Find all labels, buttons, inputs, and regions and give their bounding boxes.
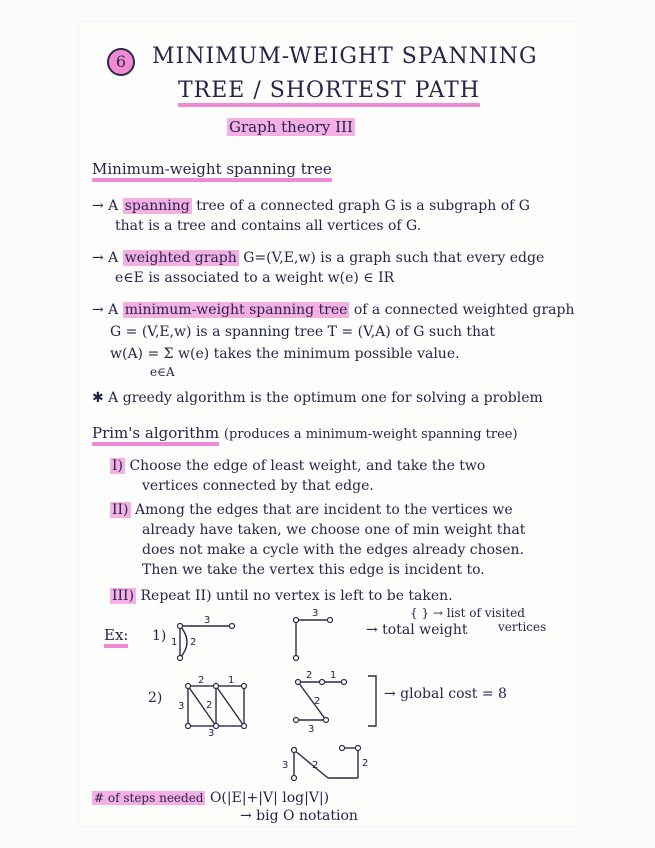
complexity-formula: O(|E|+|V| log|V|) [209,790,330,806]
weight-label: 3 [312,608,319,619]
example-1-number: 1) [152,628,167,644]
section-heading-wrap [92,160,332,178]
example-1-graph [170,614,260,664]
prim-step-2-line2: already have taken, we choose one of min weight that [142,522,526,538]
weight-label: 3 [208,728,215,739]
weight-label: 1 [330,670,337,681]
step-number: I) [112,458,123,474]
definition-text: of a connected weighted graph [353,302,575,318]
definition-weighted-graph-line2: e∈E is associated to a weight w(e) ∈ IR [115,270,395,286]
weight-label: 3 [178,701,185,712]
total-weight-note: → total weight [366,622,468,638]
definition-weighted-graph [92,250,544,266]
visited-note: { } → list of visited [410,606,525,620]
prim-step-1-line2: vertices connected by that edge. [142,478,374,494]
weight-label: 2 [306,670,313,681]
example-label: Ex: [104,626,128,648]
term-spanning: spanning [124,198,190,214]
definition-spanning-tree-line2: that is a tree and contains all vertices of G. [115,218,422,234]
weight-label: 2 [190,637,197,648]
subtitle: Graph theory III [229,118,353,136]
definition-mst-line2: G = (V,E,w) is a spanning tree T = (V,A) of G such that [110,324,496,340]
term-mst: minimum-weight spanning tree [124,302,348,318]
definition-mst-line3: w(A) = Σ w(e) takes the minimum possible value. [110,346,460,362]
weight-label: 2 [198,675,205,686]
big-o-note: → big O notation [240,808,358,824]
step-number: II) [112,502,129,518]
example-1-result [286,608,356,668]
prim-heading-note: (produces a minimum-weight spanning tree) [223,427,518,442]
definition-text: G=(V,E,w) is a graph such that every edge [243,250,545,266]
steps-row [92,790,329,806]
title-line-2-wrap [178,78,480,103]
arrow-lead: → A [92,302,119,318]
title-line-1: MINIMUM-WEIGHT SPANNING [152,44,538,69]
weight-label: 2 [362,758,369,769]
steps-label: # of steps needed [94,791,204,805]
weight-label: 1 [171,637,178,648]
definition-spanning-tree [92,198,530,214]
arrow-lead: → A [92,198,119,214]
page-number-badge: 6 [107,48,135,76]
prim-step-2-line4: Then we take the vertex this edge is incident to. [142,562,485,578]
visited-note-2: vertices [498,620,547,634]
example-2-final [280,738,370,788]
weight-label: 3 [282,760,289,771]
prim-step-2 [110,502,513,518]
term-weighted-graph: weighted graph [124,250,237,266]
prim-step-2-line3: does not make a cycle with the edges already chosen. [142,542,525,558]
sum-subscript: e∈A [150,365,175,379]
definition-text: tree of a connected graph G is a subgraph of G [196,198,530,214]
weight-label: 1 [228,675,235,686]
step-text: Choose the edge of least weight, and take the two [129,458,486,474]
prim-heading: Prim's algorithm [92,424,219,446]
global-cost-note: → global cost = 8 [384,686,507,702]
arrow-lead: → A [92,250,119,266]
example-2-graph [178,675,258,739]
weight-label: 2 [206,700,213,711]
example-2-number: 2) [148,690,163,706]
subtitle-wrap [227,118,355,136]
weight-label: 2 [312,760,319,771]
step-text: Repeat II) until no vertex is left to be taken. [140,588,453,604]
definition-mst [92,302,575,318]
example-2-result [286,668,356,734]
prim-step-1 [110,458,485,474]
title-line-2: TREE / SHORTEST PATH [178,78,480,107]
prim-heading-row [92,424,518,442]
bracket-icon [366,674,386,730]
greedy-note: ✱ A greedy algorithm is the optimum one for solving a problem [92,390,543,406]
weight-label: 2 [314,696,321,707]
example-label-wrap [104,626,128,644]
prim-step-3 [110,588,453,604]
weight-label: 3 [308,724,315,735]
section-heading: Minimum-weight spanning tree [92,160,332,182]
step-number: III) [112,588,135,604]
step-text: Among the edges that are incident to the vertices we [134,502,513,518]
weight-label: 3 [204,615,211,626]
